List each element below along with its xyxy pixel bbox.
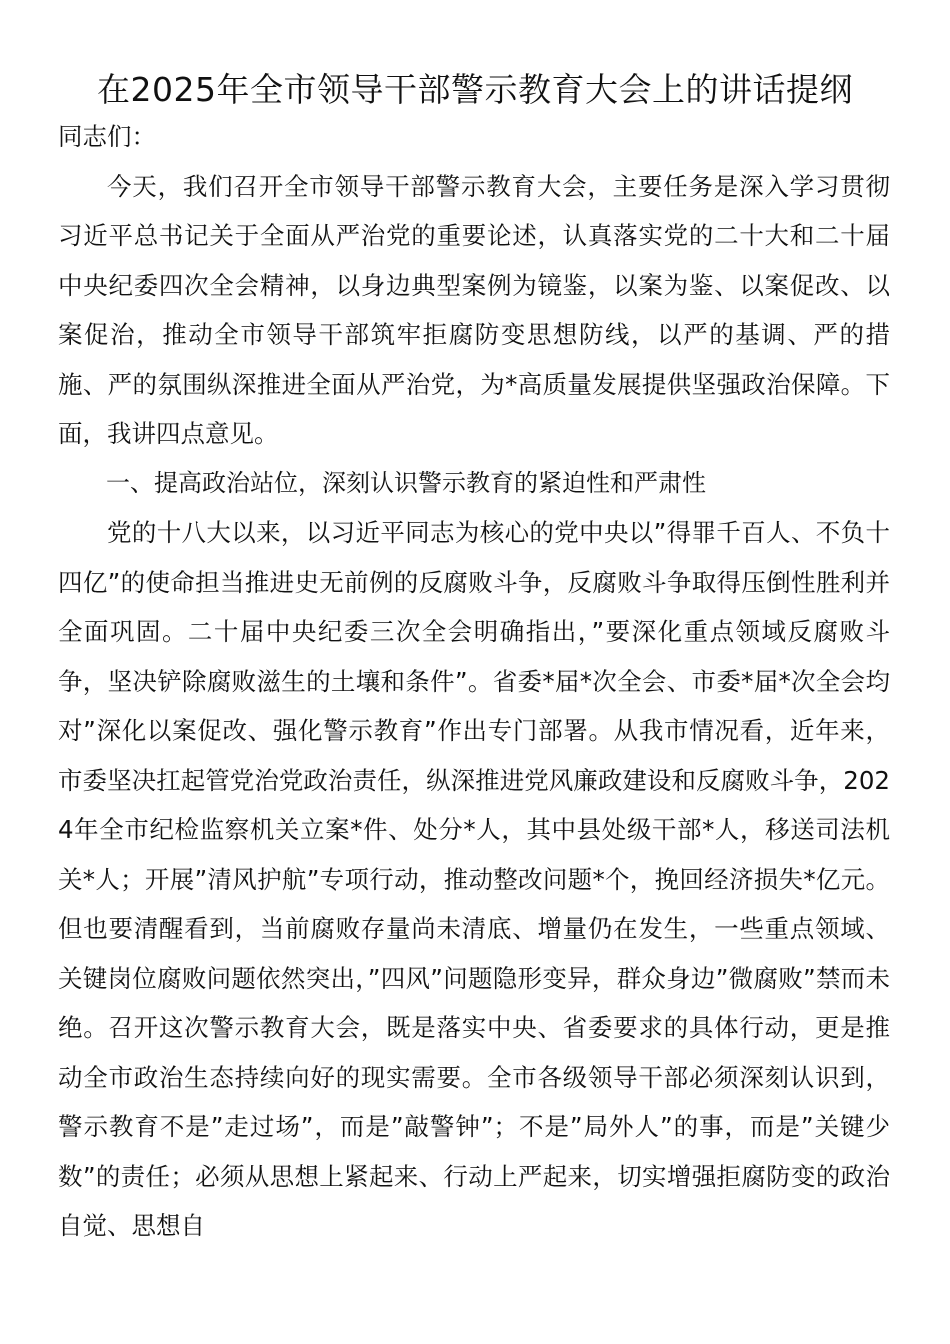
- document-title: 在2025年全市领导干部警示教育大会上的讲话提纲: [97, 70, 853, 109]
- section-1-heading: 一、提高政治站位，深刻认识警示教育的紧迫性和严肃性: [106, 468, 706, 497]
- document-body: [58, 112, 890, 1251]
- salutation: 同志们：: [58, 122, 156, 151]
- section-1-paragraph: 党的十八大以来，以习近平同志为核心的党中央以”得罪千百人、不负十四亿”的使命担当推进史无前例的反腐败斗争，反腐败斗争取得压倒性胜利并全面巩固。二十届中央纪委三次全会明确指出，”要深化重点领域反腐败斗争，坚决铲除腐败滋生的土壤和条件”。省委*届*次全会、市委*届*次全会均对”深化以案促改、强化警示教育”作出专门部署。从我市情况看，近年来，市委坚决扛起管党治党政治责任，纵深推进党风廉政建设和反腐败斗争，2024年全市纪检监察机关立案*件、处分*人，其中县处级干部*人，移送司法机关*人；开展”清风护航”专项行动，推动整改问题*个，挽回经济损失*亿元。但也要清醒看到，当前腐败存量尚未清底、增量仍在发生，一些重点领域、关键岗位腐败问题依然突出，”四风”问题隐形变异，群众身边”微腐败”禁而未绝。召开这次警示教育大会，既是落实中央、省委要求的具体行动，更是推动全市政治生态持续向好的现实需要。全市各级领导干部必须深刻认识到，警示教育不是”走过场”，而是”敲警钟”；不是”局外人”的事，而是”关键少数”的责任；必须从思想上紧起来、行动上严起来，切实增强拒腐防变的政治自觉、思想自: [58, 518, 890, 1240]
- intro-paragraph: 今天，我们召开全市领导干部警示教育大会，主要任务是深入学习贯彻习近平总书记关于全面从严治党的重要论述，认真落实党的二十大和二十届中央纪委四次全会精神，以身边典型案例为镜鉴，以案为鉴、以案促改、以案促治，推动全市领导干部筑牢拒腐防变思想防线，以严的基调、严的措施、严的氛围纵深推进全面从严治党，为*高质量发展提供坚强政治保障。下面，我讲四点意见。: [58, 171, 890, 448]
